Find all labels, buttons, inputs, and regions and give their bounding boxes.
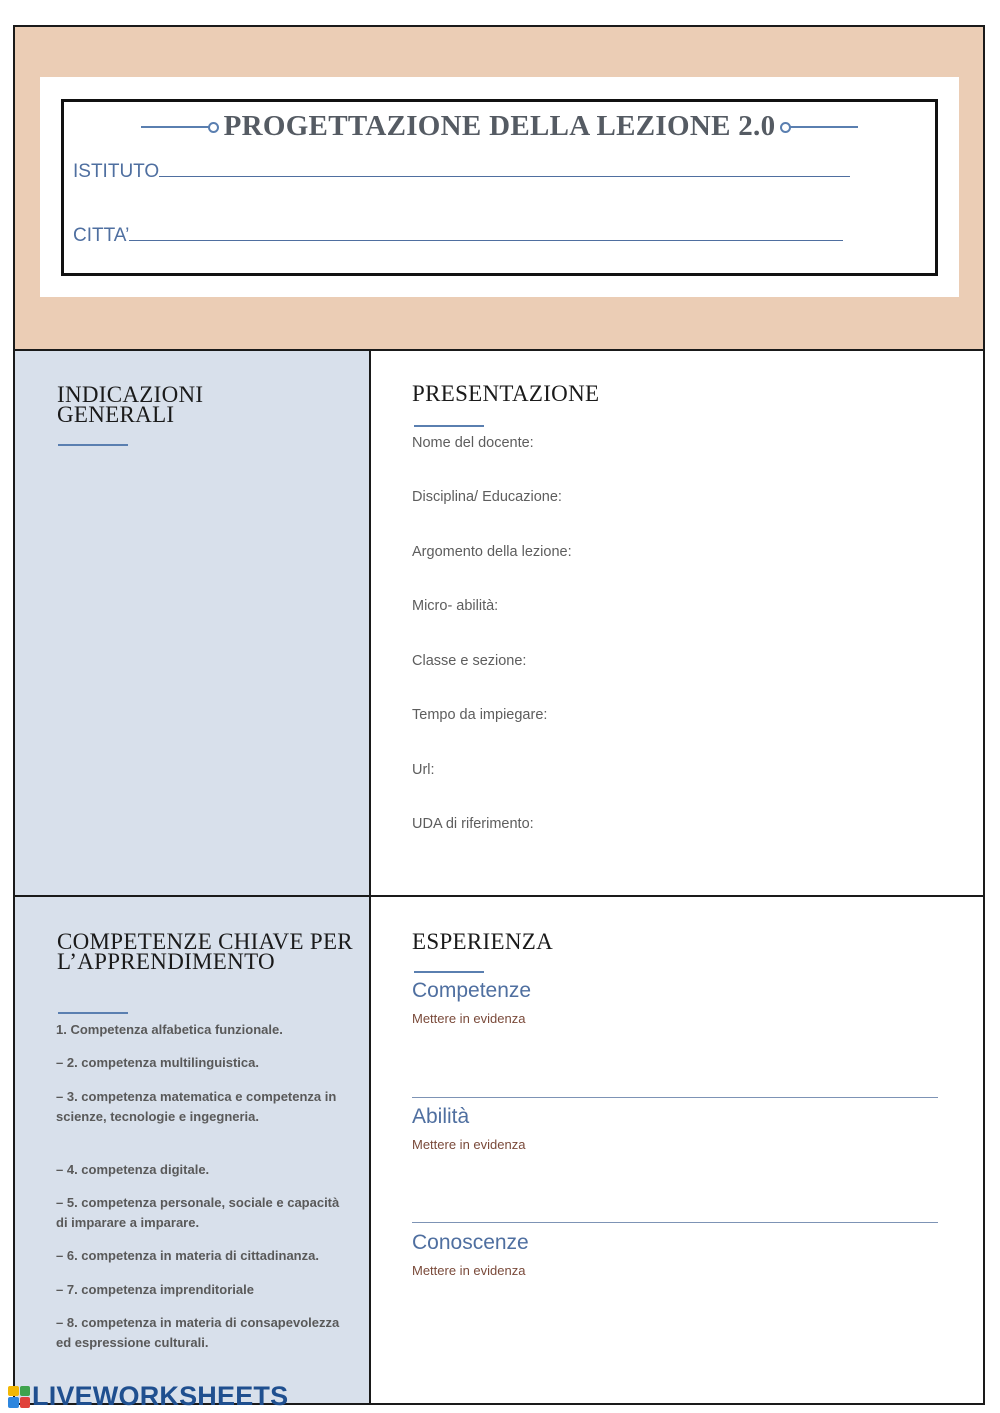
field-micro-skills: Micro- abilità: — [412, 598, 499, 614]
sidebar-general-accent — [58, 444, 128, 446]
experience-skills-sub: Mettere in evidenza — [412, 1137, 526, 1152]
experience-competences-sub: Mettere in evidenza — [412, 1011, 526, 1026]
field-uda: UDA di riferimento: — [412, 816, 534, 832]
presentation-accent — [414, 425, 484, 427]
experience-competences-heading: Competenze — [412, 979, 532, 1002]
istituto-label: ISTITUTO — [73, 161, 160, 182]
experience-skills-heading: Abilità — [412, 1105, 470, 1128]
liveworksheets-wordmark: LIVEWORKSHEETS — [32, 1381, 289, 1411]
field-url: Url: — [412, 762, 435, 778]
experience-separator — [412, 1222, 938, 1223]
experience-knowledge-sub: Mettere in evidenza — [412, 1263, 526, 1278]
field-class-section: Classe e sezione: — [412, 653, 527, 669]
sidebar-general-title: INDICAZIONI GENERALI — [57, 382, 204, 427]
competence-item: – 7. competenza imprenditoriale — [56, 1282, 254, 1297]
sidebar-competences-accent — [58, 1012, 128, 1014]
field-teacher-name: Nome del docente: — [412, 435, 534, 451]
field-topic: Argomento della lezione: — [412, 544, 572, 560]
competence-item: – 6. competenza in materia di cittadinanza. — [56, 1248, 319, 1263]
competence-item: – 2. competenza multilinguistica. — [56, 1055, 259, 1070]
competence-item: 1. Competenza alfabetica funzionale. — [56, 1022, 283, 1037]
competence-item: – 4. competenza digitale. — [56, 1162, 210, 1177]
competence-item: – 8. competenza in materia di consapevolezza ed espressione culturali. — [56, 1315, 340, 1350]
liveworksheets-icon — [8, 1386, 30, 1408]
experience-title: ESPERIENZA — [412, 929, 553, 954]
field-time: Tempo da impiegare: — [412, 707, 548, 723]
experience-separator — [412, 1097, 938, 1098]
experience-accent — [414, 971, 484, 973]
presentation-title: PRESENTAZIONE — [412, 381, 600, 406]
page-title: PROGETTAZIONE DELLA LEZIONE 2.0 — [223, 110, 776, 142]
experience-knowledge-heading: Conoscenze — [412, 1231, 529, 1254]
sidebar-competences-title: COMPETENZE CHIAVE PER L’APPRENDIMENTO — [57, 929, 353, 974]
liveworksheets-logo — [8, 1381, 288, 1412]
field-discipline: Disciplina/ Educazione: — [412, 489, 562, 505]
citta-label: CITTA’ — [73, 225, 130, 246]
competence-item: – 3. competenza matematica e competenza in scienze, tecnologie e ingegneria. — [56, 1089, 337, 1124]
competence-item: – 5. competenza personale, sociale e capacità di imparare a imparare. — [56, 1195, 340, 1230]
